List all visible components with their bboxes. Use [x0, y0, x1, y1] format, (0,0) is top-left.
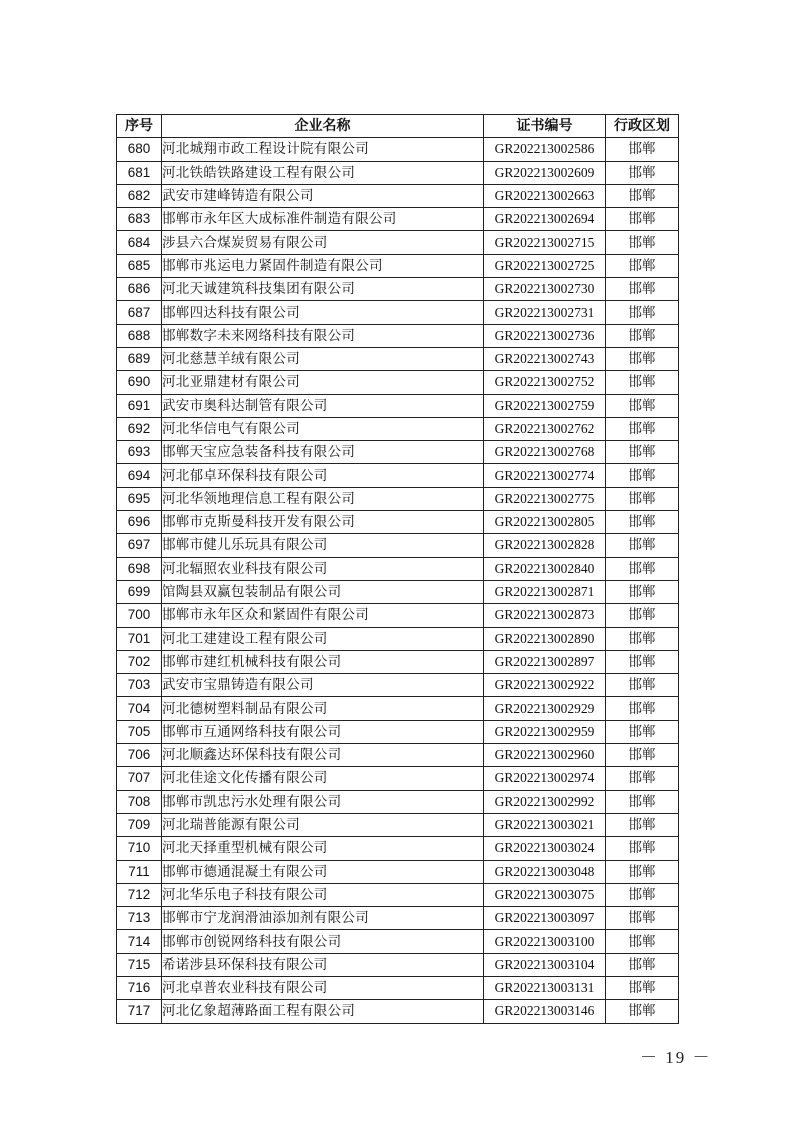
- cell-administrative-region: 邯郸: [606, 813, 679, 836]
- cell-administrative-region: 邯郸: [606, 301, 679, 324]
- table-row: [117, 161, 679, 184]
- cell-enterprise-name: 馆陶县双赢包装制品有限公司: [162, 580, 484, 603]
- cell-certificate-number: GR202213003097: [484, 907, 606, 930]
- cell-certificate-number: GR202213002840: [484, 557, 606, 580]
- cell-enterprise-name: 邯郸四达科技有限公司: [162, 301, 484, 324]
- cell-serial-number: 708: [117, 790, 162, 813]
- cell-administrative-region: 邯郸: [606, 254, 679, 277]
- cell-serial-number: 695: [117, 487, 162, 510]
- cell-certificate-number: GR202213002929: [484, 697, 606, 720]
- cell-administrative-region: 邯郸: [606, 976, 679, 999]
- cell-serial-number: 700: [117, 604, 162, 627]
- cell-serial-number: 684: [117, 231, 162, 254]
- cell-administrative-region: 邯郸: [606, 441, 679, 464]
- header-enterprise-name: 企业名称: [162, 115, 484, 138]
- table-row: [117, 487, 679, 510]
- cell-administrative-region: 邯郸: [606, 347, 679, 370]
- table-row: [117, 837, 679, 860]
- cell-enterprise-name: 河北顺鑫达环保科技有限公司: [162, 744, 484, 767]
- table-row: [117, 627, 679, 650]
- cell-administrative-region: 邯郸: [606, 697, 679, 720]
- cell-certificate-number: GR202213002768: [484, 441, 606, 464]
- cell-administrative-region: 邯郸: [606, 417, 679, 440]
- cell-administrative-region: 邯郸: [606, 464, 679, 487]
- cell-administrative-region: 邯郸: [606, 557, 679, 580]
- cell-administrative-region: 邯郸: [606, 371, 679, 394]
- cell-administrative-region: 邯郸: [606, 650, 679, 673]
- cell-enterprise-name: 河北天诚建筑科技集团有限公司: [162, 278, 484, 301]
- cell-certificate-number: GR202213002663: [484, 184, 606, 207]
- cell-administrative-region: 邯郸: [606, 278, 679, 301]
- cell-administrative-region: 邯郸: [606, 674, 679, 697]
- cell-certificate-number: GR202213002922: [484, 674, 606, 697]
- cell-administrative-region: 邯郸: [606, 394, 679, 417]
- cell-enterprise-name: 河北亚鼎建材有限公司: [162, 371, 484, 394]
- cell-certificate-number: GR202213002731: [484, 301, 606, 324]
- cell-administrative-region: 邯郸: [606, 767, 679, 790]
- cell-serial-number: 689: [117, 347, 162, 370]
- cell-certificate-number: GR202213003100: [484, 930, 606, 953]
- header-administrative-region: 行政区划: [606, 115, 679, 138]
- cell-administrative-region: 邯郸: [606, 907, 679, 930]
- table-row: [117, 254, 679, 277]
- table-row: [117, 184, 679, 207]
- cell-administrative-region: 邯郸: [606, 883, 679, 906]
- cell-administrative-region: 邯郸: [606, 790, 679, 813]
- cell-certificate-number: GR202213002775: [484, 487, 606, 510]
- table-row: [117, 697, 679, 720]
- cell-certificate-number: GR202213003024: [484, 837, 606, 860]
- table-row: [117, 441, 679, 464]
- table-row: [117, 347, 679, 370]
- cell-enterprise-name: 河北华领地理信息工程有限公司: [162, 487, 484, 510]
- cell-enterprise-name: 邯郸市德通混凝土有限公司: [162, 860, 484, 883]
- table-row: [117, 674, 679, 697]
- table-row: [117, 907, 679, 930]
- cell-serial-number: 688: [117, 324, 162, 347]
- cell-certificate-number: GR202213002774: [484, 464, 606, 487]
- cell-certificate-number: GR202213002960: [484, 744, 606, 767]
- table-row: [117, 208, 679, 231]
- cell-certificate-number: GR202213003104: [484, 953, 606, 976]
- cell-enterprise-name: 邯郸数字未来网络科技有限公司: [162, 324, 484, 347]
- table-header: [117, 115, 679, 138]
- cell-enterprise-name: 邯郸市永年区大成标准件制造有限公司: [162, 208, 484, 231]
- cell-enterprise-name: 河北卓普农业科技有限公司: [162, 976, 484, 999]
- cell-enterprise-name: 希诺涉县环保科技有限公司: [162, 953, 484, 976]
- cell-serial-number: 711: [117, 860, 162, 883]
- cell-serial-number: 699: [117, 580, 162, 603]
- cell-serial-number: 697: [117, 534, 162, 557]
- cell-serial-number: 680: [117, 138, 162, 161]
- cell-certificate-number: GR202213002743: [484, 347, 606, 370]
- cell-certificate-number: GR202213002890: [484, 627, 606, 650]
- cell-administrative-region: 邯郸: [606, 744, 679, 767]
- cell-certificate-number: GR202213002694: [484, 208, 606, 231]
- cell-certificate-number: GR202213002974: [484, 767, 606, 790]
- table-row: [117, 790, 679, 813]
- cell-enterprise-name: 河北德树塑料制品有限公司: [162, 697, 484, 720]
- table-row: [117, 324, 679, 347]
- cell-enterprise-name: 邯郸市健儿乐玩具有限公司: [162, 534, 484, 557]
- cell-enterprise-name: 武安市奥科达制管有限公司: [162, 394, 484, 417]
- cell-enterprise-name: 邯郸市克斯曼科技开发有限公司: [162, 511, 484, 534]
- table-row: [117, 744, 679, 767]
- cell-serial-number: 698: [117, 557, 162, 580]
- cell-enterprise-name: 邯郸市兆运电力紧固件制造有限公司: [162, 254, 484, 277]
- table-row: [117, 557, 679, 580]
- cell-serial-number: 710: [117, 837, 162, 860]
- table-row: [117, 604, 679, 627]
- cell-serial-number: 707: [117, 767, 162, 790]
- cell-serial-number: 713: [117, 907, 162, 930]
- cell-enterprise-name: 邯郸市创锐网络科技有限公司: [162, 930, 484, 953]
- cell-certificate-number: GR202213002959: [484, 720, 606, 743]
- table-row: [117, 930, 679, 953]
- cell-enterprise-name: 河北郁卓环保科技有限公司: [162, 464, 484, 487]
- cell-enterprise-name: 河北工建建设工程有限公司: [162, 627, 484, 650]
- cell-certificate-number: GR202213002871: [484, 580, 606, 603]
- table-row: [117, 464, 679, 487]
- cell-enterprise-name: 河北城翔市政工程设计院有限公司: [162, 138, 484, 161]
- cell-administrative-region: 邯郸: [606, 161, 679, 184]
- cell-serial-number: 681: [117, 161, 162, 184]
- cell-serial-number: 692: [117, 417, 162, 440]
- table-row: [117, 650, 679, 673]
- cell-enterprise-name: 武安市宝鼎铸造有限公司: [162, 674, 484, 697]
- cell-serial-number: 682: [117, 184, 162, 207]
- table-row: [117, 394, 679, 417]
- cell-serial-number: 714: [117, 930, 162, 953]
- cell-serial-number: 704: [117, 697, 162, 720]
- page-number: － 19 －: [640, 1048, 712, 1067]
- table-row: [117, 511, 679, 534]
- cell-enterprise-name: 邯郸市建红机械科技有限公司: [162, 650, 484, 673]
- table-row: [117, 278, 679, 301]
- cell-certificate-number: GR202213003075: [484, 883, 606, 906]
- table-row: [117, 580, 679, 603]
- cell-administrative-region: 邯郸: [606, 1000, 679, 1023]
- cell-enterprise-name: 邯郸市凯忠污水处理有限公司: [162, 790, 484, 813]
- cell-serial-number: 715: [117, 953, 162, 976]
- cell-administrative-region: 邯郸: [606, 930, 679, 953]
- cell-certificate-number: GR202213002736: [484, 324, 606, 347]
- cell-enterprise-name: 河北辐照农业科技有限公司: [162, 557, 484, 580]
- cell-certificate-number: GR202213002586: [484, 138, 606, 161]
- cell-enterprise-name: 河北佳途文化传播有限公司: [162, 767, 484, 790]
- cell-serial-number: 705: [117, 720, 162, 743]
- cell-serial-number: 693: [117, 441, 162, 464]
- table-row: [117, 231, 679, 254]
- cell-certificate-number: GR202213002730: [484, 278, 606, 301]
- cell-serial-number: 691: [117, 394, 162, 417]
- table-row: [117, 860, 679, 883]
- cell-administrative-region: 邯郸: [606, 231, 679, 254]
- cell-administrative-region: 邯郸: [606, 953, 679, 976]
- table-row: [117, 417, 679, 440]
- cell-serial-number: 685: [117, 254, 162, 277]
- cell-administrative-region: 邯郸: [606, 208, 679, 231]
- cell-administrative-region: 邯郸: [606, 580, 679, 603]
- cell-certificate-number: GR202213002805: [484, 511, 606, 534]
- cell-serial-number: 696: [117, 511, 162, 534]
- cell-enterprise-name: 河北华乐电子科技有限公司: [162, 883, 484, 906]
- table-row: [117, 883, 679, 906]
- cell-serial-number: 694: [117, 464, 162, 487]
- cell-administrative-region: 邯郸: [606, 534, 679, 557]
- cell-certificate-number: GR202213002897: [484, 650, 606, 673]
- cell-certificate-number: GR202213002759: [484, 394, 606, 417]
- cell-enterprise-name: 邯郸天宝应急装备科技有限公司: [162, 441, 484, 464]
- header-certificate-number: 证书编号: [484, 115, 606, 138]
- cell-certificate-number: GR202213002828: [484, 534, 606, 557]
- cell-serial-number: 686: [117, 278, 162, 301]
- cell-serial-number: 701: [117, 627, 162, 650]
- enterprise-certificate-table: [116, 114, 679, 1024]
- cell-administrative-region: 邯郸: [606, 184, 679, 207]
- cell-enterprise-name: 河北瑞普能源有限公司: [162, 813, 484, 836]
- cell-certificate-number: GR202213002715: [484, 231, 606, 254]
- cell-enterprise-name: 河北铁皓铁路建设工程有限公司: [162, 161, 484, 184]
- header-serial-number: 序号: [117, 115, 162, 138]
- cell-certificate-number: GR202213003146: [484, 1000, 606, 1023]
- cell-administrative-region: 邯郸: [606, 511, 679, 534]
- cell-administrative-region: 邯郸: [606, 860, 679, 883]
- table-header-row: [117, 115, 679, 138]
- table-row: [117, 953, 679, 976]
- table-row: [117, 976, 679, 999]
- cell-enterprise-name: 涉县六合煤炭贸易有限公司: [162, 231, 484, 254]
- cell-certificate-number: GR202213002609: [484, 161, 606, 184]
- cell-enterprise-name: 邯郸市永年区众和紧固件有限公司: [162, 604, 484, 627]
- cell-administrative-region: 邯郸: [606, 487, 679, 510]
- cell-enterprise-name: 武安市建峰铸造有限公司: [162, 184, 484, 207]
- cell-administrative-region: 邯郸: [606, 720, 679, 743]
- table-row: [117, 138, 679, 161]
- cell-certificate-number: GR202213003048: [484, 860, 606, 883]
- cell-administrative-region: 邯郸: [606, 604, 679, 627]
- cell-certificate-number: GR202213002762: [484, 417, 606, 440]
- table-row: [117, 720, 679, 743]
- table-row: [117, 1000, 679, 1023]
- cell-enterprise-name: 邯郸市互通网络科技有限公司: [162, 720, 484, 743]
- cell-serial-number: 706: [117, 744, 162, 767]
- cell-administrative-region: 邯郸: [606, 837, 679, 860]
- cell-certificate-number: GR202213002992: [484, 790, 606, 813]
- table-row: [117, 534, 679, 557]
- cell-certificate-number: GR202213003021: [484, 813, 606, 836]
- table-row: [117, 301, 679, 324]
- cell-certificate-number: GR202213002873: [484, 604, 606, 627]
- cell-serial-number: 703: [117, 674, 162, 697]
- cell-administrative-region: 邯郸: [606, 627, 679, 650]
- cell-enterprise-name: 河北亿象超薄路面工程有限公司: [162, 1000, 484, 1023]
- cell-serial-number: 690: [117, 371, 162, 394]
- cell-certificate-number: GR202213003131: [484, 976, 606, 999]
- table-row: [117, 371, 679, 394]
- cell-certificate-number: GR202213002725: [484, 254, 606, 277]
- cell-serial-number: 712: [117, 883, 162, 906]
- cell-serial-number: 683: [117, 208, 162, 231]
- cell-administrative-region: 邯郸: [606, 324, 679, 347]
- cell-administrative-region: 邯郸: [606, 138, 679, 161]
- cell-serial-number: 709: [117, 813, 162, 836]
- cell-serial-number: 702: [117, 650, 162, 673]
- cell-certificate-number: GR202213002752: [484, 371, 606, 394]
- cell-enterprise-name: 河北慈慧羊绒有限公司: [162, 347, 484, 370]
- cell-serial-number: 717: [117, 1000, 162, 1023]
- table-body: [117, 138, 679, 1023]
- cell-enterprise-name: 河北天择重型机械有限公司: [162, 837, 484, 860]
- table-row: [117, 813, 679, 836]
- table-row: [117, 767, 679, 790]
- cell-serial-number: 687: [117, 301, 162, 324]
- cell-serial-number: 716: [117, 976, 162, 999]
- cell-enterprise-name: 邯郸市宁龙润滑油添加剂有限公司: [162, 907, 484, 930]
- cell-enterprise-name: 河北华信电气有限公司: [162, 417, 484, 440]
